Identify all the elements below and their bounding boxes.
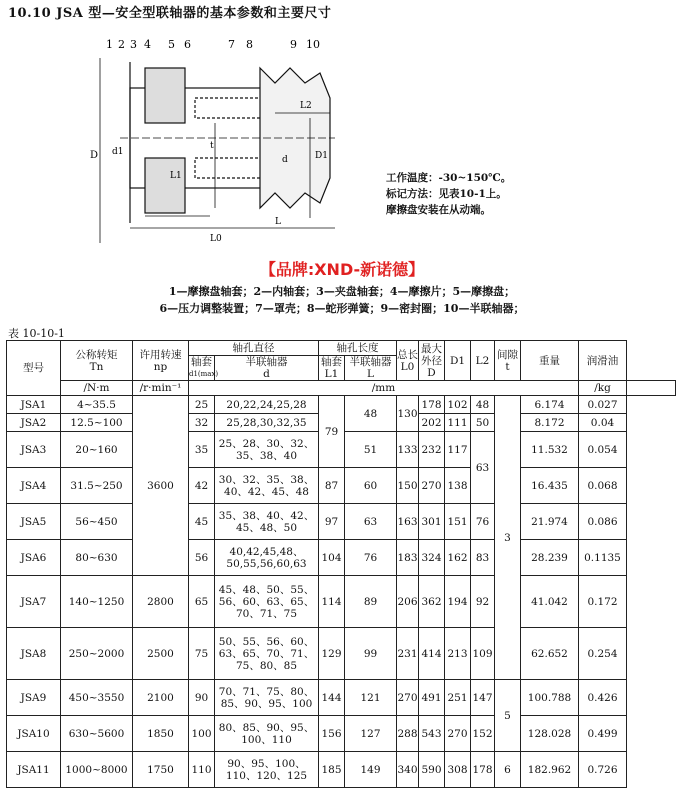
header-total: 总长 L0 bbox=[397, 341, 419, 381]
header-L2: L2 bbox=[471, 341, 495, 381]
unit-kg: /kg bbox=[579, 381, 627, 396]
unit-speed: /r·min⁻¹ bbox=[133, 381, 189, 396]
spec-table bbox=[6, 340, 676, 788]
part-number-1: 1 bbox=[106, 38, 113, 51]
dim-L2: L2 bbox=[300, 101, 312, 111]
dim-L1: L1 bbox=[170, 171, 182, 181]
part-number-10: 10 bbox=[306, 38, 320, 51]
unit-torque: /N·m bbox=[61, 381, 133, 396]
table-row: JSA5 56~450 45 35、38、40、42、45、48、50 97 63 163 301 151 76 21.974 0.086 bbox=[7, 504, 676, 540]
table-row: JSA6 80~630 56 40,42,45,48、50,55,56,60,63 104 76 183 324 162 83 28.239 0.1135 bbox=[7, 540, 676, 576]
part-number-2: 2 bbox=[118, 38, 125, 51]
parts-legend bbox=[0, 283, 684, 317]
note-marking: 标记方法：见表10-1上。 bbox=[386, 188, 507, 200]
page-title: 10.10 JSA 型—安全型联轴器的基本参数和主要尺寸 bbox=[8, 6, 332, 21]
legend-line-1: 1—摩擦盘轴套；2—内轴套；3—夹盘轴套；4—摩擦片；5—摩擦盘； bbox=[168, 285, 516, 298]
coupling-drawing bbox=[60, 28, 340, 258]
header-outer: 最大外径 D bbox=[419, 341, 445, 381]
dim-d1: d1 bbox=[112, 147, 124, 157]
dim-d: d bbox=[282, 155, 288, 165]
header-length-sleeve: 轴套 L1 bbox=[319, 356, 345, 381]
table-caption: 表 10-10-1 bbox=[8, 327, 65, 340]
part-number-7: 7 bbox=[228, 38, 235, 51]
speed-3600: 3600 bbox=[133, 396, 189, 576]
dim-L0: L0 bbox=[210, 234, 222, 244]
dim-t: t bbox=[210, 141, 214, 151]
header-bore-sleeve: 轴套 d1(max) bbox=[189, 356, 215, 381]
table-row: JSA2 12.5~100 32 25,28,30,32,35 202 111 50 8.172 0.04 bbox=[7, 414, 676, 432]
part-number-5: 5 bbox=[168, 38, 175, 51]
header-weight: 重量 bbox=[521, 341, 579, 381]
header-D1: D1 bbox=[445, 341, 471, 381]
part-number-4: 4 bbox=[144, 38, 151, 51]
header-model: 型号 bbox=[7, 341, 61, 396]
table-row: JSA7 140~1250 2800 65 45、48、50、55、56、60、63、65、70、71、75 114 89 206 362 194 92 41.042 0.172 bbox=[7, 576, 676, 628]
part-number-6: 6 bbox=[184, 38, 191, 51]
dim-D1: D1 bbox=[315, 151, 328, 161]
dim-D: D bbox=[90, 150, 99, 161]
header-torque: 公称转矩 Tn bbox=[61, 341, 133, 381]
legend-line-2: 6—压力调整装置；7—罩壳；8—蛇形弹簧；9—密封圈；10—半联轴器； bbox=[159, 302, 525, 315]
part-number-3: 3 bbox=[130, 38, 137, 51]
unit-mm: /mm bbox=[189, 381, 579, 396]
table-row: JSA1 4~35.5 3600 25 20,22,24,25,28 79 48 130 178 102 48 3 6.174 0.027 bbox=[7, 396, 676, 414]
header-length: 轴孔长度 bbox=[319, 341, 397, 356]
table-row: JSA11 1000~8000 1750 110 90、95、100、110、120、125 185 149 340 590 308 178 6 182.962 0.726 bbox=[7, 752, 676, 788]
header-bore: 轴孔直径 bbox=[189, 341, 319, 356]
table-row: JSA4 31.5~250 42 30、32、35、38、40、42、45、48 87 60 150 270 138 16.435 0.068 bbox=[7, 468, 676, 504]
gap-5: 5 bbox=[495, 680, 521, 752]
part-number-8: 8 bbox=[246, 38, 253, 51]
header-speed: 许用转速 np bbox=[133, 341, 189, 381]
note-temperature: 工作温度：-30~150℃。 bbox=[386, 172, 512, 184]
header-bore-half: 半联轴器 d bbox=[215, 356, 319, 381]
header-oil: 润滑油 bbox=[579, 341, 627, 381]
notes bbox=[386, 170, 511, 218]
note-install: 摩擦盘安装在从动端。 bbox=[386, 204, 491, 216]
brand-label: 【品牌:XND-新诺德】 bbox=[259, 260, 425, 279]
gap-3: 3 bbox=[495, 396, 521, 680]
table-row: JSA8 250~2000 2500 75 50、55、56、60、63、65、70、71、75、80、85 129 99 231 414 213 109 62.652 0.254 bbox=[7, 628, 676, 680]
header-gap: 间隙 t bbox=[495, 341, 521, 381]
header-length-half: 半联轴器 L bbox=[345, 356, 397, 381]
table-row: JSA3 20~160 35 25、28、30、32、35、38、40 51 133 232 117 63 11.532 0.054 bbox=[7, 432, 676, 468]
table-row: JSA10 630~5600 1850 100 80、85、90、95、100、110 156 127 288 543 270 152 128.028 0.499 bbox=[7, 716, 676, 752]
table-row: JSA9 450~3550 2100 90 70、71、75、80、85、90、95、100 144 121 270 491 251 147 5 100.788 0.426 bbox=[7, 680, 676, 716]
part-number-9: 9 bbox=[290, 38, 297, 51]
dim-L: L bbox=[275, 217, 281, 227]
